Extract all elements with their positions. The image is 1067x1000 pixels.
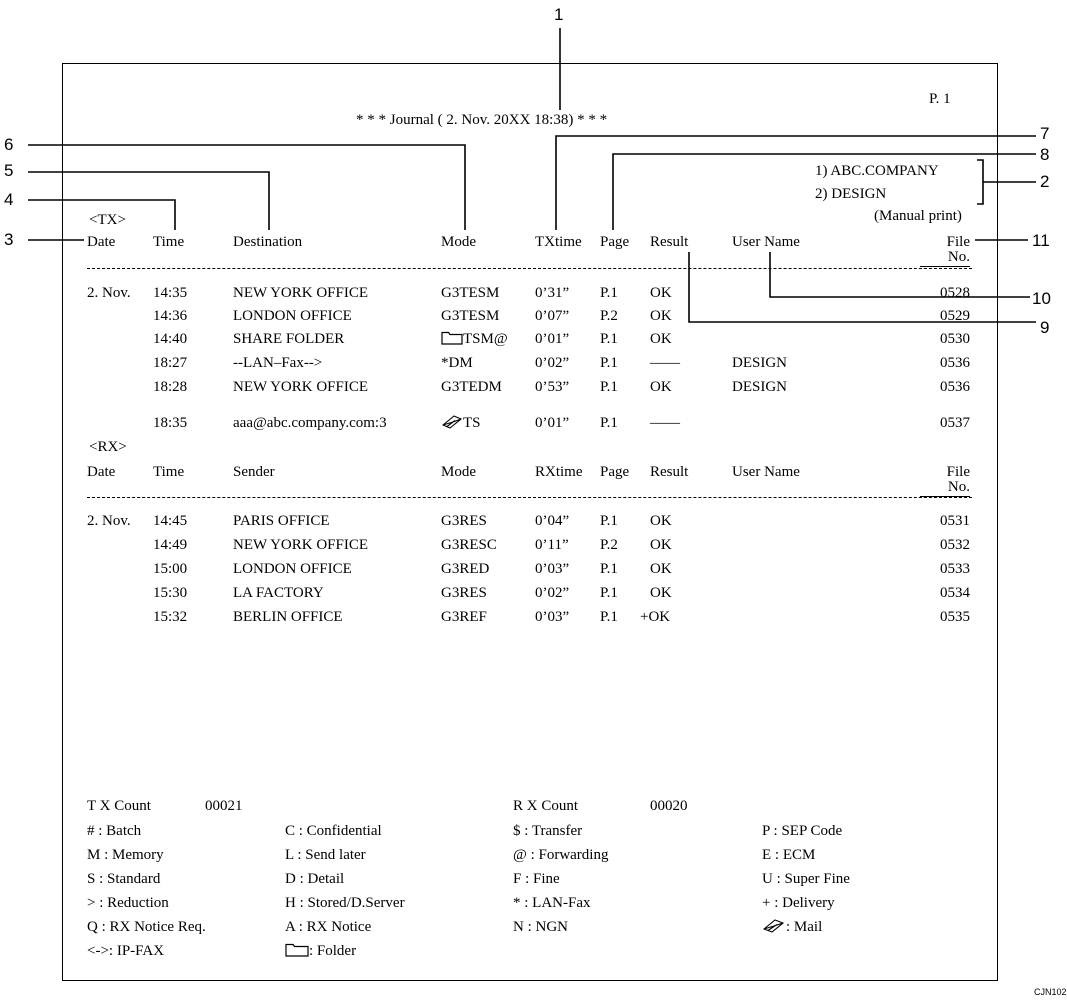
legend-item: N : NGN: [513, 919, 568, 935]
legend-item: U : Super Fine: [762, 871, 850, 887]
rx-mode: G3RES: [441, 513, 487, 529]
rx-time: 14:49: [153, 537, 188, 553]
rx-section-label: <RX>: [89, 439, 127, 455]
callout-8: 8: [1040, 145, 1050, 164]
legend-item: : Folder: [285, 942, 356, 960]
tx-destination: LONDON OFFICE: [233, 308, 352, 324]
rx-file-no: 0531: [940, 513, 970, 529]
rx-header-file: File: [946, 464, 970, 480]
legend-item: : Mail: [762, 918, 822, 936]
callout-6: 6: [4, 135, 14, 154]
rx-page: P.1: [600, 561, 618, 577]
rx-file-no: 0532: [940, 537, 970, 553]
tx-header-no: No.: [920, 248, 970, 267]
rx-header-sender: Sender: [233, 464, 275, 480]
legend-item: Q : RX Notice Req.: [87, 919, 206, 935]
figure-code: CJN102: [1034, 987, 1067, 997]
callout-bracket-2: [977, 160, 983, 204]
tx-mode: G3TEDM: [441, 379, 502, 395]
tx-header-date: Date: [87, 234, 116, 250]
callout-1: 1: [554, 5, 564, 24]
legend-item: C : Confidential: [285, 823, 382, 839]
user-2: 2) DESIGN: [815, 186, 887, 202]
legend-item: M : Memory: [87, 847, 164, 863]
rx-header-date: Date: [87, 464, 116, 480]
tx-time: 18:28: [153, 379, 188, 395]
rx-result: OK: [650, 585, 672, 601]
tx-time: 18:27: [153, 355, 188, 371]
rx-time: 14:45: [153, 513, 188, 529]
tx-txtime: 0’07”: [535, 308, 570, 324]
rx-page: P.1: [600, 609, 618, 625]
rx-count-label: R X Count: [513, 798, 579, 814]
legend-item: S : Standard: [87, 871, 161, 887]
tx-page: P.1: [600, 285, 618, 301]
callout-line-9: [689, 252, 1036, 322]
tx-header-page: Page: [600, 234, 630, 250]
tx-result: ——: [650, 355, 680, 371]
tx-section-label: <TX>: [89, 212, 126, 228]
rx-count-value: 00020: [650, 798, 688, 814]
tx-header-destination: Destination: [233, 234, 303, 250]
tx-header-mode: Mode: [441, 234, 476, 250]
rx-header-page: Page: [600, 464, 630, 480]
tx-file-no: 0536: [940, 355, 970, 371]
legend-item: * : LAN-Fax: [513, 895, 591, 911]
legend-item: @ : Forwarding: [513, 847, 609, 863]
callout-4: 4: [4, 190, 14, 209]
rx-file-no: 0533: [940, 561, 970, 577]
tx-user-name: DESIGN: [732, 355, 787, 371]
rx-sender: LONDON OFFICE: [233, 561, 352, 577]
tx-txtime: 0’31”: [535, 285, 570, 301]
legend-item: > : Reduction: [87, 895, 169, 911]
rx-header-result: Result: [650, 464, 689, 480]
rx-sender: PARIS OFFICE: [233, 513, 330, 529]
tx-page: P.2: [600, 308, 618, 324]
tx-file-no: 0536: [940, 379, 970, 395]
rx-rxtime: 0’02”: [535, 585, 570, 601]
callout-2: 2: [1040, 172, 1050, 191]
rx-result: OK: [650, 537, 672, 553]
tx-mode: TS: [441, 414, 481, 432]
callout-line-4: [28, 200, 175, 230]
tx-page: P.1: [600, 379, 618, 395]
rx-sender: LA FACTORY: [233, 585, 324, 601]
tx-count-label: T X Count: [87, 798, 151, 814]
rx-header-mode: Mode: [441, 464, 476, 480]
rx-header-rxtime: RXtime: [535, 464, 583, 480]
rx-mode: G3RES: [441, 585, 487, 601]
legend-item: A : RX Notice: [285, 919, 372, 935]
callout-11: 11: [1032, 231, 1050, 250]
tx-mode: G3TESM: [441, 308, 500, 324]
legend-item: P : SEP Code: [762, 823, 843, 839]
legend-item: # : Batch: [87, 823, 142, 839]
rx-header-time: Time: [153, 464, 185, 480]
user-1: 1) ABC.COMPANY: [815, 163, 939, 179]
tx-result: OK: [650, 379, 672, 395]
rx-result: OK: [650, 513, 672, 529]
rx-date: 2. Nov.: [87, 513, 131, 529]
callout-7: 7: [1040, 124, 1050, 143]
tx-file-no: 0528: [940, 285, 970, 301]
tx-time: 18:35: [153, 415, 188, 431]
tx-time: 14:35: [153, 285, 188, 301]
tx-mode: *DM: [441, 355, 473, 371]
tx-destination: aaa@abc.company.com:3: [233, 415, 387, 431]
rx-result: OK: [650, 561, 672, 577]
rx-sender: BERLIN OFFICE: [233, 609, 343, 625]
tx-file-no: 0530: [940, 331, 970, 347]
legend-item: D : Detail: [285, 871, 345, 887]
tx-header-time: Time: [153, 234, 185, 250]
tx-header-txtime: TXtime: [535, 234, 582, 250]
callout-10: 10: [1032, 289, 1051, 308]
callout-line-8: [613, 154, 1036, 230]
rx-time: 15:30: [153, 585, 188, 601]
tx-time: 14:40: [153, 331, 188, 347]
tx-result: OK: [650, 308, 672, 324]
rx-result: +OK: [640, 609, 671, 625]
tx-txtime: 0’01”: [535, 331, 570, 347]
tx-count-value: 00021: [205, 798, 243, 814]
tx-page: P.1: [600, 331, 618, 347]
rx-mode: G3REF: [441, 609, 487, 625]
legend-item: <->: IP-FAX: [87, 943, 165, 959]
journal-title: * * * Journal ( 2. Nov. 20XX 18:38) * * *: [356, 112, 608, 128]
tx-user-name: DESIGN: [732, 379, 787, 395]
tx-mode: G3TESM: [441, 285, 500, 301]
tx-page: P.1: [600, 355, 618, 371]
tx-file-no: 0537: [940, 415, 970, 431]
legend-item: L : Send later: [285, 847, 366, 863]
tx-time: 14:36: [153, 308, 188, 324]
rx-page: P.2: [600, 537, 618, 553]
rx-header-no: No.: [920, 478, 970, 497]
rx-page: P.1: [600, 585, 618, 601]
tx-header-user-name: User Name: [732, 234, 800, 250]
rx-file-no: 0534: [940, 585, 970, 601]
tx-date: 2. Nov.: [87, 285, 131, 301]
tx-header-result: Result: [650, 234, 689, 250]
rx-file-no: 0535: [940, 609, 970, 625]
tx-mode: TSM@: [441, 330, 508, 348]
rx-rxtime: 0’11”: [535, 537, 569, 553]
tx-result: OK: [650, 331, 672, 347]
rx-sender: NEW YORK OFFICE: [233, 537, 369, 553]
callout-line-10: [770, 252, 1030, 297]
legend-item: + : Delivery: [762, 895, 835, 911]
tx-result: OK: [650, 285, 672, 301]
tx-header-file: File: [946, 234, 970, 250]
tx-destination: SHARE FOLDER: [233, 331, 345, 347]
rx-page: P.1: [600, 513, 618, 529]
tx-destination: --LAN–Fax-->: [233, 355, 323, 371]
legend-item: E : ECM: [762, 847, 816, 863]
rx-time: 15:32: [153, 609, 188, 625]
tx-page: P.1: [600, 415, 618, 431]
tx-txtime: 0’53”: [535, 379, 570, 395]
rx-rxtime: 0’03”: [535, 609, 570, 625]
rx-header-user-name: User Name: [732, 464, 800, 480]
tx-txtime: 0’02”: [535, 355, 570, 371]
rx-time: 15:00: [153, 561, 188, 577]
tx-file-no: 0529: [940, 308, 970, 324]
rx-rxtime: 0’04”: [535, 513, 570, 529]
callout-line-7: [556, 136, 1036, 230]
page-number: P. 1: [929, 91, 951, 107]
rx-rxtime: 0’03”: [535, 561, 570, 577]
rx-mode: G3RED: [441, 561, 490, 577]
tx-txtime: 0’01”: [535, 415, 570, 431]
tx-destination: NEW YORK OFFICE: [233, 285, 369, 301]
callout-3: 3: [4, 230, 14, 249]
callout-5: 5: [4, 161, 14, 180]
legend-item: F : Fine: [513, 871, 560, 887]
legend-item: H : Stored/D.Server: [285, 895, 405, 911]
callout-line-6: [28, 145, 465, 230]
manual-print-label: (Manual print): [874, 208, 962, 224]
callout-line-5: [28, 172, 269, 230]
legend-item: $ : Transfer: [513, 823, 583, 839]
callout-9: 9: [1040, 318, 1050, 337]
tx-destination: NEW YORK OFFICE: [233, 379, 369, 395]
rx-mode: G3RESC: [441, 537, 497, 553]
tx-result: ——: [650, 415, 680, 431]
